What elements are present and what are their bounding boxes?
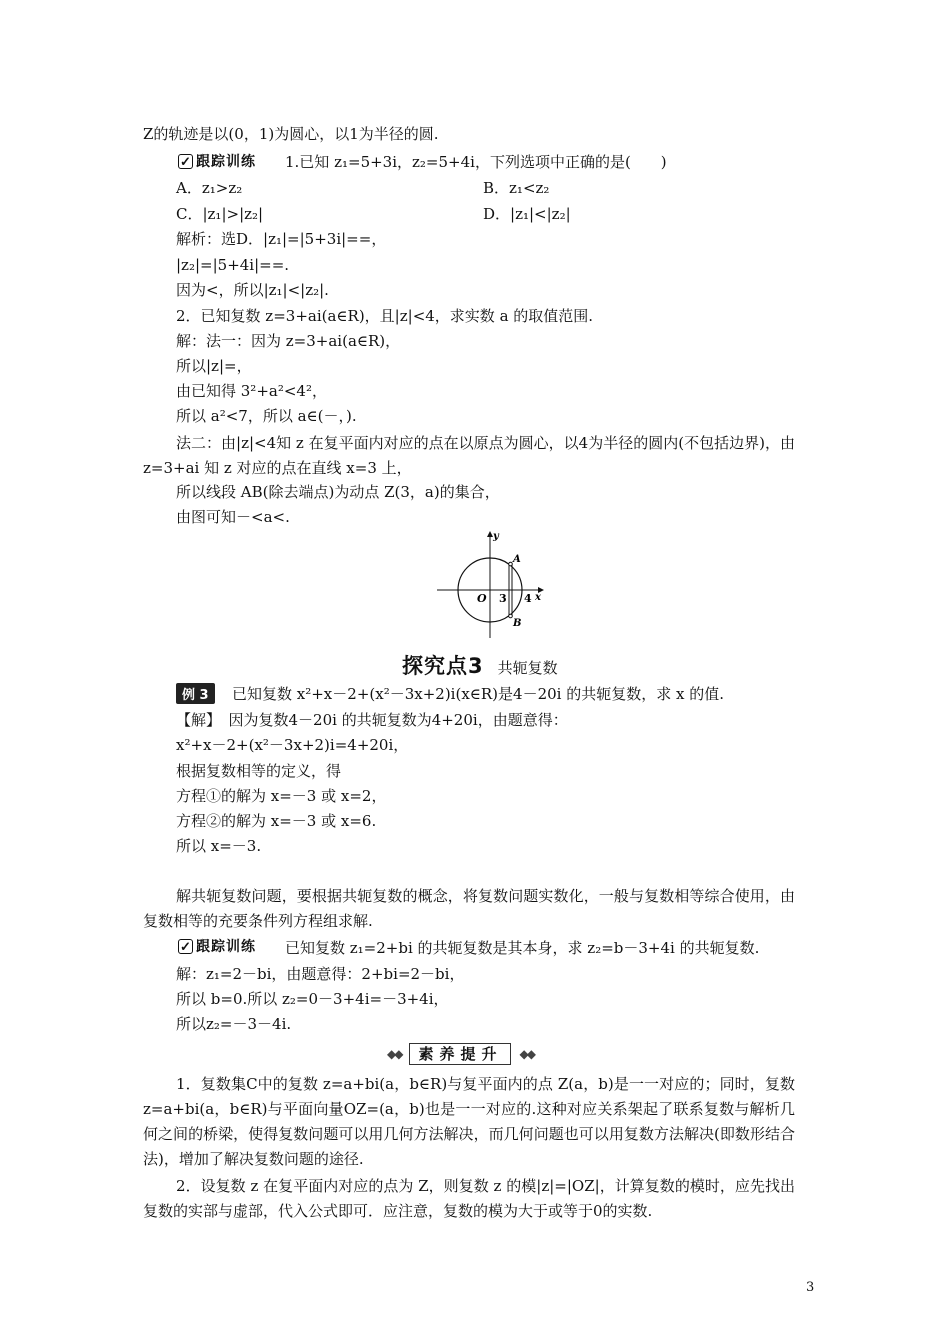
option-b: B．z₁<z₂	[483, 179, 550, 197]
text-line: 所以|z|=，	[176, 357, 252, 375]
option-d: D．|z₁|<|z₂|	[483, 205, 571, 223]
banner	[387, 1043, 534, 1065]
tick-3: 3	[499, 592, 507, 605]
text-line: 方程①的解为 x=－3 或 x=2，	[176, 787, 387, 805]
text-line: 【解】 因为复数4－20i 的共轭复数为4+20i，由题意得：	[176, 711, 568, 729]
paragraph: 1．复数集C中的复数 z=a+bi(a，b∈R)与复平面内的点 Z(a，b)是一一对应的；同时，复数 z=a+bi(a，b∈R)与平面向量OZ=(a，b)也是一一对应的.这种对应关系架起了联系复数与解析几何之间的桥梁，使得复数问题可以用几何方法解决，而几何问题也可以用复数方法解决(即数形结合法)，增加了解决复数问题的途径.	[143, 1075, 795, 1168]
text-line: 方程②的解为 x=－3 或 x=6.	[176, 812, 377, 830]
track-badge	[178, 152, 256, 170]
y-label: y	[493, 531, 499, 542]
x-label: x	[535, 592, 541, 603]
track-badge	[178, 937, 256, 955]
question-track-2: 已知复数 z₁=2+bi 的共轭复数是其本身，求 z₂=b－3+4i 的共轭复数.	[285, 939, 760, 957]
text-line: 因为<，所以|z₁|<|z₂|.	[176, 281, 329, 299]
text-line: 根据复数相等的定义，得	[176, 762, 342, 780]
question-2: 2．已知复数 z=3+ai(a∈R)，且|z|<4，求实数 a 的取值范围.	[176, 307, 594, 325]
text-line: 解析：选D．|z₁|=|5+3i|==，	[176, 230, 387, 248]
text-line: |z₂|=|5+4i|==.	[176, 256, 290, 274]
tick-4: 4	[524, 592, 532, 605]
text-line: 所以 b=0.所以 z₂=0－3+4i=－3+4i，	[176, 990, 449, 1008]
badge-label: 跟踪训练	[196, 939, 256, 955]
text-line: Z的轨迹是以(0，1)为圆心，以1为半径的圆.	[143, 125, 439, 143]
page-number: 3	[806, 1280, 815, 1295]
option-c: C．|z₁|>|z₂|	[176, 205, 264, 223]
banner-title: 素养提升	[409, 1043, 511, 1065]
example-badge: 例 3	[176, 683, 215, 704]
section-subtitle: 共轭复数	[497, 659, 558, 677]
text-line: 由图可知－<a<.	[176, 508, 290, 526]
point-a-label: A	[513, 554, 521, 565]
section-title: 探究点3	[402, 654, 484, 678]
paragraph: 解共轭复数问题，要根据共轭复数的概念，将复数问题实数化，一般与复数相等综合使用，由复数相等的充要条件列方程组求解.	[143, 887, 795, 930]
text-line: 所以 a²<7，所以 a∈(－，).	[176, 407, 357, 425]
text-line: 所以 x=－3.	[176, 837, 262, 855]
question-1: 1.已知 z₁=5+3i，z₂=5+4i，下列选项中正确的是( )	[285, 153, 667, 171]
circle-figure	[435, 528, 550, 640]
point-b-marker	[509, 614, 513, 618]
badge-label: 跟踪训练	[196, 154, 256, 170]
text-line: 解：法一：因为 z=3+ai(a∈R)，	[176, 332, 401, 350]
text-line: 所以z₂=－3－4i.	[176, 1015, 292, 1033]
option-a: A．z₁>z₂	[176, 179, 243, 197]
section-heading	[402, 650, 558, 678]
check-icon: ✓	[178, 154, 193, 169]
point-a-marker	[509, 562, 513, 566]
text-line: x²+x－2+(x²－3x+2)i=4+20i，	[176, 736, 409, 754]
diamond-icon: ◆◆	[387, 1047, 402, 1061]
text-line: 解：z₁=2－bi，由题意得：2+bi=2－bi，	[176, 965, 465, 983]
paragraph: 法二：由|z|<4知 z 在复平面内对应的点在以原点为圆心，以4为半径的圆内(不包括边界)，由 z=3+ai 知 z 对应的点在直线 x=3 上，	[143, 434, 795, 477]
text-line: 所以线段 AB(除去端点)为动点 Z(3，a)的集合，	[176, 483, 500, 501]
origin-label: O	[477, 592, 487, 605]
paragraph: 2．设复数 z 在复平面内对应的点为 Z，则复数 z 的模|z|=|OZ|，计算复数的模时，应先找出复数的实部与虚部，代入公式即可．应注意，复数的模为大于或等于0的实数.	[143, 1177, 795, 1220]
diamond-icon: ◆◆	[519, 1047, 534, 1061]
example-question: 已知复数 x²+x－2+(x²－3x+2)i(x∈R)是4－20i 的共轭复数，求 x 的值.	[232, 685, 724, 703]
text-line: 由已知得 3²+a²<4²，	[176, 382, 327, 400]
check-icon: ✓	[178, 939, 193, 954]
point-b-label: B	[513, 618, 522, 629]
